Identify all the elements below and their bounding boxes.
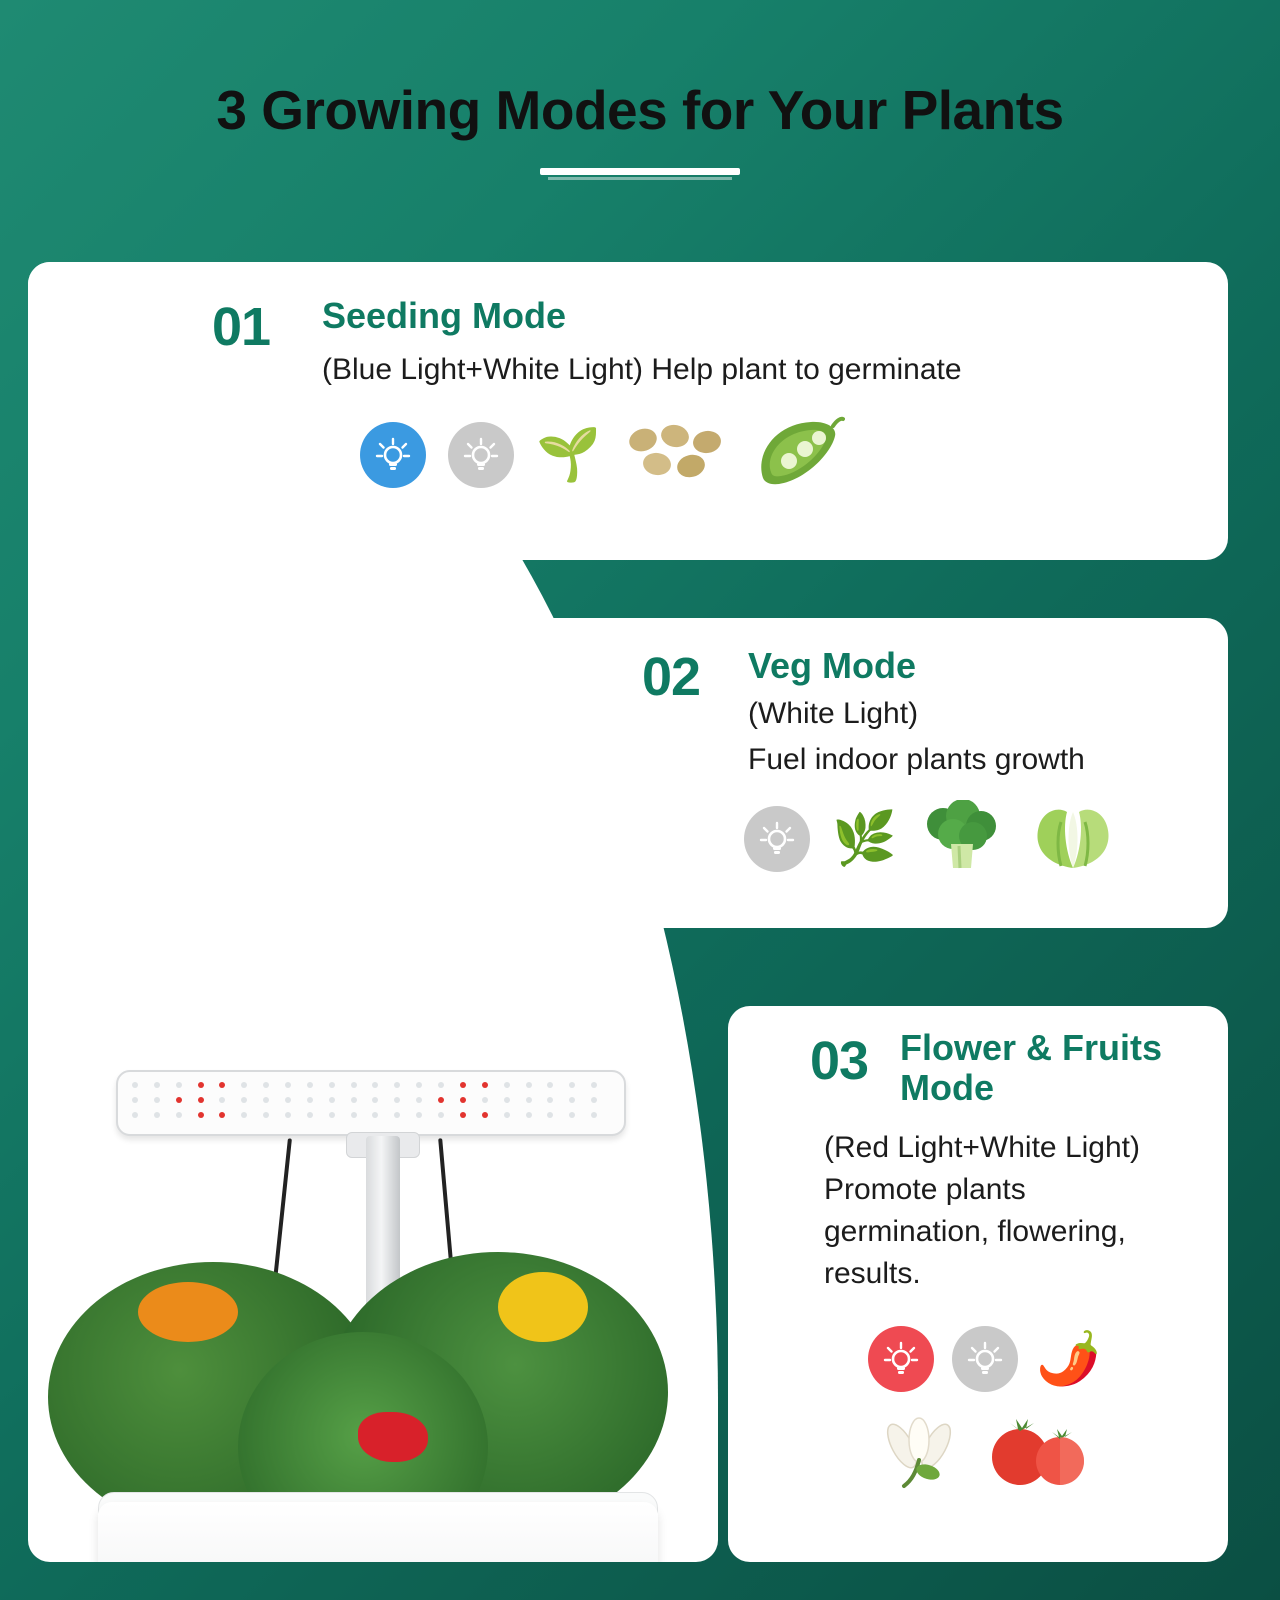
mode-number-02: 02	[642, 647, 701, 707]
flower-icon	[876, 1416, 962, 1495]
mode-title-03: Flower & Fruits Mode	[900, 1027, 1163, 1109]
chili-pepper-icon: 🌶️	[1036, 1330, 1101, 1388]
mode-description-02-line2: Fuel indoor plants growth	[748, 743, 1085, 776]
white-light-bulb-icon	[952, 1326, 1018, 1392]
pepper-yellow-cluster	[498, 1272, 588, 1342]
mode-title-01: Seeding Mode	[322, 295, 567, 336]
card-background-1	[28, 262, 1228, 560]
white-light-bulb-icon	[448, 422, 514, 488]
mode-number-01: 01	[212, 297, 271, 357]
mode-description-03-line4: results.	[824, 1257, 921, 1290]
broccoli-icon	[919, 800, 1005, 877]
mode-description-03-line2: Promote plants	[824, 1173, 1026, 1206]
led-grow-light-panel	[116, 1070, 626, 1136]
water-basin	[98, 1502, 658, 1562]
mode-description-02-line1: (White Light)	[748, 697, 919, 730]
mode-icons-03-row1	[868, 1326, 1101, 1392]
pepper-red	[358, 1412, 428, 1462]
led-dot-grid	[132, 1082, 610, 1124]
mode-description-01: (Blue Light+White Light) Help plant to germinate	[322, 353, 962, 386]
mode-icons-03-row2	[876, 1416, 1088, 1495]
mode-card-seeding	[28, 262, 1228, 560]
herb-leaves-icon: 🌿	[832, 809, 897, 868]
blue-light-bulb-icon	[360, 422, 426, 488]
mode-description-03-line1: (Red Light+White Light)	[824, 1131, 1140, 1164]
mode-card-veg	[452, 618, 1228, 928]
mode-number-03: 03	[810, 1031, 869, 1091]
page-title: 3 Growing Modes for Your Plants	[216, 79, 1064, 141]
mode-title-02: Veg Mode	[748, 645, 917, 686]
pepper-orange-cluster	[138, 1282, 238, 1342]
mode-icons-01	[360, 416, 845, 493]
title-underline	[540, 168, 740, 175]
seedling-icon: 🌱	[536, 425, 601, 484]
bok-choy-icon	[1027, 800, 1119, 877]
mode-description-03-line3: germination, flowering,	[824, 1215, 1126, 1248]
tomato-icon	[984, 1417, 1088, 1494]
white-light-bulb-icon	[744, 806, 810, 872]
red-light-bulb-icon	[868, 1326, 934, 1392]
seeds-icon	[623, 422, 727, 487]
mode-card-flower-fruits	[728, 1006, 1228, 1562]
pea-pod-icon	[749, 416, 845, 493]
mode-icons-02	[744, 800, 1119, 877]
